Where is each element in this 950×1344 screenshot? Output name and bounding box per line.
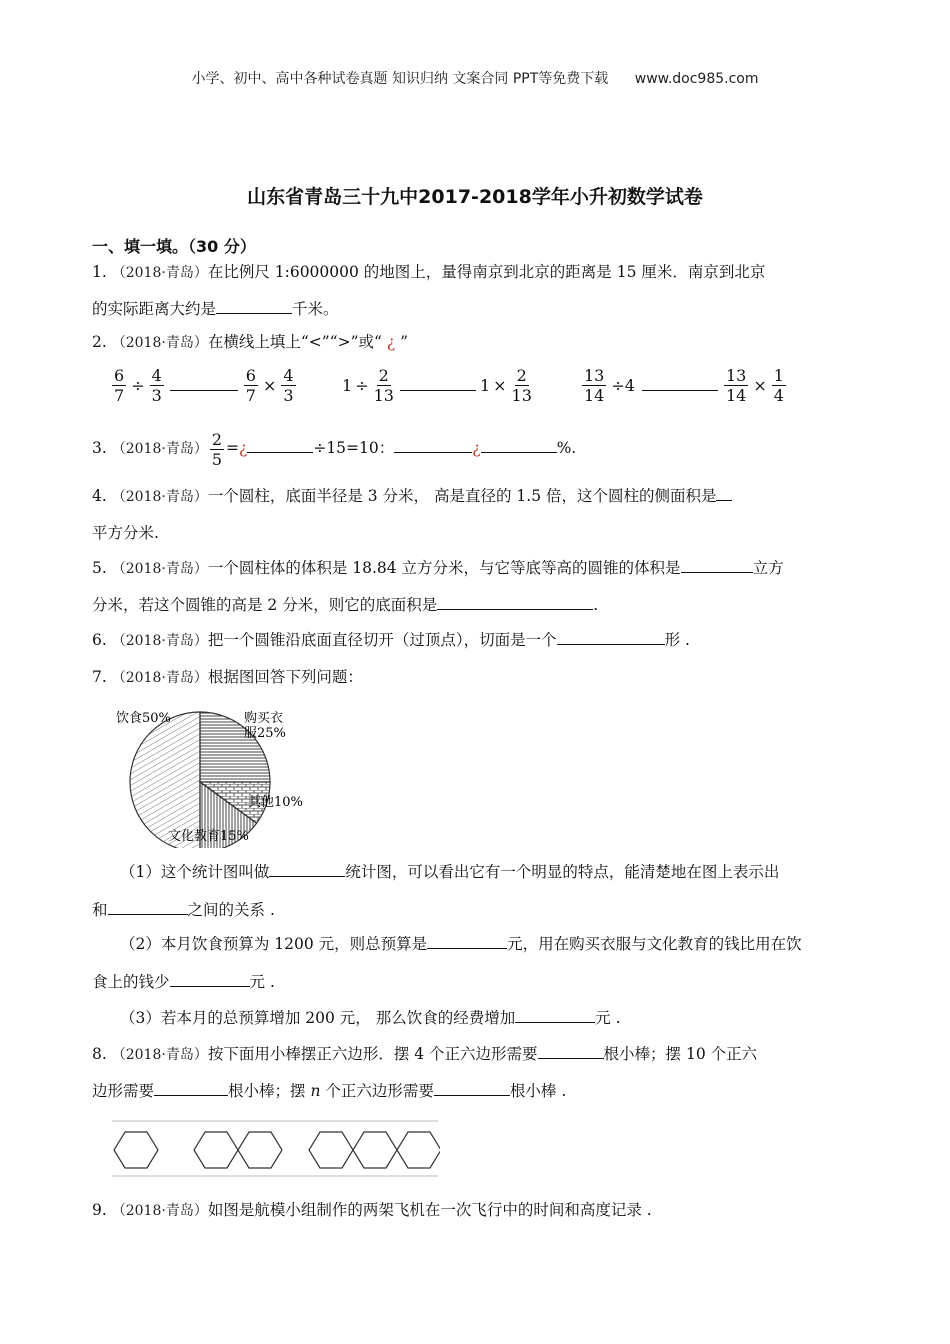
q5-text-b: 分米，若这个圆锥的高是 2 分米，则它的底面积是: [92, 596, 438, 614]
q4-text-a: 一个圆柱，底面半径是 3 分米， 高是直径的 1.5 倍，这个圆柱的侧面积是: [207, 487, 717, 505]
q6-number: 6.: [92, 631, 107, 649]
q2-expressions: [110, 366, 870, 412]
q4-source: （2018·青岛）: [111, 489, 208, 505]
hexagon-figure: [110, 1118, 440, 1180]
q2-expression-3: $\frac{13}{14}$ ÷4 $\frac{13}{14}$ × $\frac{1}{4}$: [584, 366, 784, 405]
q6-end: 形 .: [664, 631, 690, 649]
q8-number: 8.: [92, 1045, 107, 1063]
page-header: [0, 68, 950, 88]
q9-text: 如图是航模小组制作的两架飞机在一次飞行中的时间和高度记录 .: [207, 1201, 652, 1219]
q1-source: （2018·青岛）: [111, 265, 208, 281]
q1-text-b: 的实际距离大约是: [92, 300, 217, 318]
pie-label-clothing-2: 服25%: [244, 726, 286, 741]
q8-source: （2018·青岛）: [111, 1047, 208, 1063]
question-7: [92, 659, 862, 696]
q5-text-a2: 立方: [752, 559, 784, 577]
q6-text: 把一个圆锥沿底面直径切开（过顶点），切面是一个: [207, 631, 557, 649]
q2-expression-1: $\frac{6}{7}$ ÷ $\frac{4}{3}$ $\frac{6}{7}$ × $\frac{4}{3}$: [114, 366, 294, 405]
q6-source: （2018·青岛）: [111, 633, 208, 649]
q2-expression-2: 1 ÷ $\frac{2}{13}$ 1 × $\frac{2}{13}$: [342, 366, 532, 405]
page-title: 山东省青岛三十九中2017-2018学年小升初数学试卷: [247, 186, 703, 208]
q5-blank-2[interactable]: [437, 595, 593, 610]
hexagon-3a: [309, 1132, 353, 1168]
question-4: [92, 478, 862, 551]
pie-label-other: 其他10%: [248, 795, 303, 810]
q8-n: n: [310, 1082, 321, 1100]
q2-source: （2018·青岛）: [111, 335, 208, 351]
q7-sub-1-line-2: 和 之间的关系 .: [92, 901, 275, 919]
hexagon-3b: [353, 1132, 397, 1168]
pie-chart: [108, 700, 328, 848]
q5-blank-1[interactable]: [681, 558, 753, 573]
q7-1-blank-2[interactable]: [108, 900, 188, 915]
q7-2-blank-1[interactable]: [427, 934, 507, 949]
q3-number: 3.: [92, 439, 107, 457]
question-1: [92, 254, 862, 327]
q7-3-blank[interactable]: [515, 1008, 595, 1023]
q7-2-blank-2[interactable]: [170, 972, 250, 987]
q4-text-b: 平方分米.: [92, 524, 159, 542]
q7-text: 根据图回答下列问题：: [207, 668, 363, 686]
q3-blank-1[interactable]: [247, 438, 313, 453]
q3-blank-3[interactable]: [481, 438, 557, 453]
header-text: 小学、初中、高中各种试卷真题 知识归纳 文案合同 PPT等免费下载: [191, 71, 609, 87]
pie-label-education: 文化教育15%: [168, 829, 249, 844]
question-9: [92, 1192, 862, 1229]
q7-sub-2: （2）本月饮食预算为 1200 元，则总预算是 元，用在购买衣服与文化教育的钱比用在饮: [120, 935, 802, 953]
q2-mark: ¿: [386, 333, 396, 351]
hexagon-2b: [238, 1132, 282, 1168]
q2-text: 在横线上填上“<”“>”或“: [207, 333, 382, 351]
q8-blank-3[interactable]: [434, 1081, 510, 1096]
q4-number: 4.: [92, 487, 107, 505]
q7-sub-1: （1）这个统计图叫做 统计图，可以看出它有一个明显的特点，能清楚地在图上表示出: [120, 863, 780, 881]
q1-text-c: 千米。: [292, 300, 339, 318]
q4-blank[interactable]: [716, 486, 732, 501]
q8-blank-1[interactable]: [538, 1044, 604, 1059]
q7-number: 7.: [92, 668, 107, 686]
q2-blank-1[interactable]: [170, 390, 238, 391]
question-2: [92, 324, 862, 361]
question-5: [92, 550, 862, 623]
q1-number: 1.: [92, 263, 107, 281]
hexagon-2a: [194, 1132, 238, 1168]
q7-sub-3: （3）若本月的总预算增加 200 元， 那么饮食的经费增加 元 .: [120, 1009, 621, 1027]
pie-slice-food: [130, 712, 200, 848]
q5-source: （2018·青岛）: [111, 561, 208, 577]
section-heading: 一、填一填。（30 分）: [92, 237, 256, 256]
q9-number: 9.: [92, 1201, 107, 1219]
q3-mark-2: ¿: [472, 439, 481, 457]
q5-number: 5.: [92, 559, 107, 577]
q1-text-a: 在比例尺 1:6000000 的地图上，量得南京到北京的距离是 15 厘米．南京到北京: [207, 263, 766, 281]
pie-label-food: 饮食50%: [116, 711, 171, 726]
q6-blank[interactable]: [557, 630, 665, 645]
q7-source: （2018·青岛）: [111, 670, 208, 686]
q7-sub-2-line-2: 食上的钱少 元 .: [92, 973, 275, 991]
q5-text-a: 一个圆柱体的体积是 18.84 立方分米，与它等底等高的圆锥的体积是: [207, 559, 681, 577]
question-8: 8. （2018·青岛）按下面用小棒摆正六边形．摆 4 个正六边形需要 根小棒；摆 10 个正六 边形需要 根小棒；摆 n 个正六边形需要 根小棒 .: [92, 1045, 758, 1100]
pie-label-clothing-1: 购买衣: [244, 711, 284, 726]
q9-source: （2018·青岛）: [111, 1203, 208, 1219]
q7-1-blank-1[interactable]: [269, 862, 345, 877]
question-3: 3. （2018·青岛） $\frac{2}{5}$ =¿ ÷15=10： ¿ %.: [92, 429, 577, 469]
question-6: [92, 622, 862, 659]
q2-number: 2.: [92, 333, 107, 351]
q3-mark: ¿: [239, 439, 248, 457]
q2-blank-3[interactable]: [642, 390, 718, 391]
q3-source: （2018·青岛）: [111, 441, 208, 457]
header-site[interactable]: www.doc985.com: [634, 71, 759, 87]
q3-mid: ÷15=10：: [313, 439, 395, 457]
q2-text-end: ”: [400, 333, 409, 351]
q1-blank[interactable]: [216, 299, 292, 314]
hexagon-1: [114, 1132, 158, 1168]
q3-end: %.: [556, 439, 577, 457]
hexagon-3c: [397, 1132, 440, 1168]
q2-blank-2[interactable]: [400, 390, 476, 391]
q8-blank-2[interactable]: [154, 1081, 228, 1096]
q5-text-b2: .: [593, 596, 599, 614]
q3-blank-2[interactable]: [394, 438, 472, 453]
